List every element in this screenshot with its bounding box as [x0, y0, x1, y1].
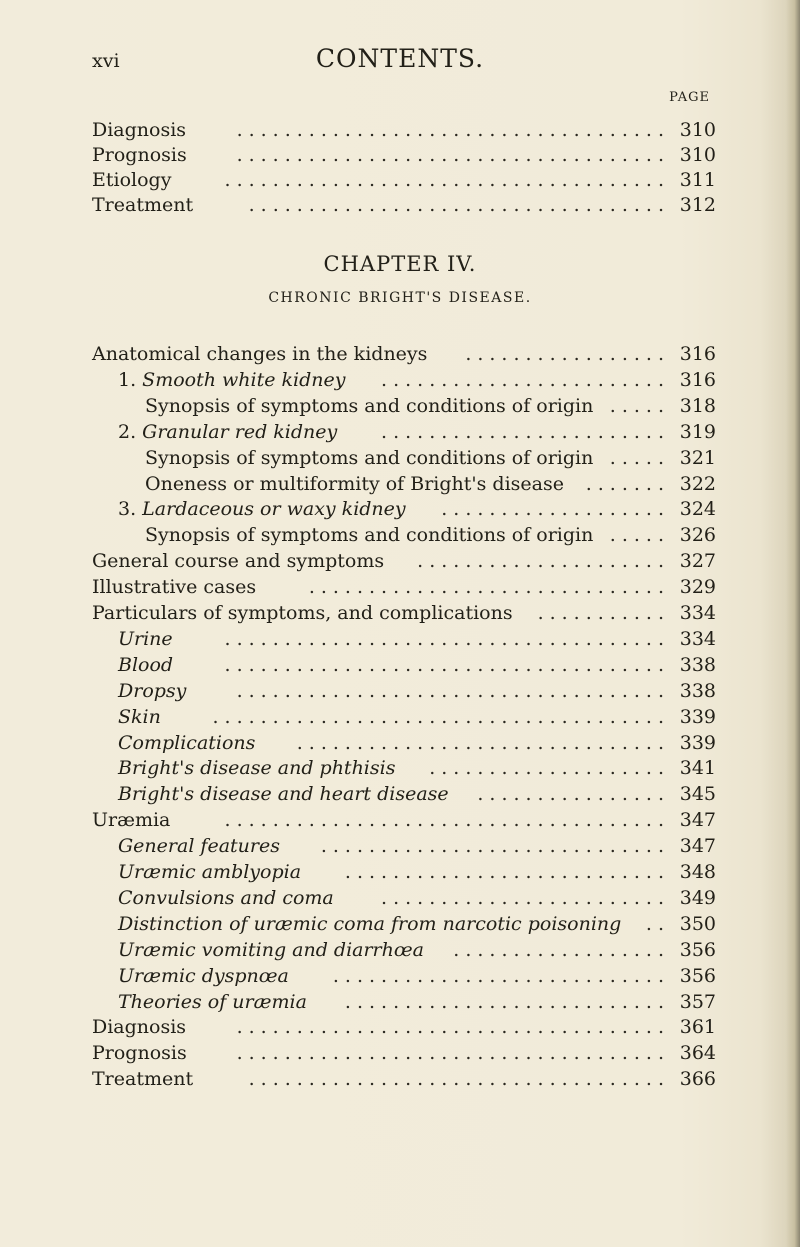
leader-dots: ..... [609, 524, 670, 547]
leader-dots: .................. [453, 938, 670, 961]
contents-entry [0, 627, 800, 651]
entry-page-number: 318 [679, 394, 716, 417]
leader-dots: ............................ [332, 964, 670, 987]
contents-entry [0, 446, 800, 470]
entry-page-number: 338 [679, 653, 716, 676]
entry-label: Urine [118, 627, 173, 650]
contents-entry [0, 912, 800, 936]
leader-dots: ........... [537, 602, 670, 624]
contents-entry [0, 756, 800, 780]
entry-page-number: 341 [679, 757, 716, 780]
contents-entry [0, 497, 800, 521]
entry-label: Synopsis of symptoms and conditions of origin [145, 394, 594, 417]
contents-entry [0, 549, 800, 573]
entry-page-number: 312 [679, 194, 716, 216]
entry-page-number: 347 [679, 809, 716, 832]
entry-page-number: 329 [679, 576, 716, 599]
entry-page-number: 322 [679, 472, 716, 495]
entry-label: Uræmic dyspnœa [118, 964, 289, 987]
entry-page-number: 310 [679, 119, 716, 141]
entry-label: Particulars of symptoms, and complications [92, 602, 513, 624]
entry-label: Synopsis of symptoms and conditions of origin [145, 446, 594, 469]
contents-entry [0, 808, 800, 832]
leader-dots: ...................................... [212, 705, 670, 728]
entry-page-number: 347 [679, 835, 716, 858]
contents-entry [0, 938, 800, 962]
entry-label: Oneness or multiformity of Bright's disease [145, 472, 564, 495]
contents-entry [0, 342, 800, 366]
running-title: CONTENTS. [315, 44, 485, 73]
entry-page-number: 316 [679, 368, 716, 391]
contents-entry [0, 731, 800, 755]
entry-page-number: 348 [679, 861, 716, 883]
leader-dots: .. [645, 912, 670, 935]
leader-dots: ........................ [381, 368, 670, 391]
entry-page-number: 339 [679, 731, 716, 754]
entry-label: Prognosis [92, 144, 187, 166]
leader-dots: ............................. [320, 835, 670, 858]
entry-page-number: 356 [679, 964, 716, 987]
chapter-subtitle: CHRONIC BRIGHT'S DISEASE. [268, 290, 532, 306]
leader-dots: ..................................... [224, 627, 670, 650]
leader-dots: .................................... [236, 119, 670, 141]
entry-label: Illustrative cases [92, 576, 257, 599]
entry-label: Diagnosis [92, 1016, 187, 1039]
entry-page-number: 366 [679, 1068, 716, 1091]
entry-label: Treatment [92, 1068, 194, 1091]
page-column-label: PAGE [669, 90, 710, 105]
contents-entry [0, 523, 800, 547]
entry-label: Etiology [92, 169, 172, 191]
entry-page-number: 311 [679, 169, 716, 191]
entry-label: Distinction of uræmic coma from narcotic poisoning [118, 912, 622, 935]
contents-entry [0, 679, 800, 703]
page-folio: xvi [92, 50, 120, 72]
entry-page-number: 338 [679, 679, 716, 702]
contents-entry [0, 420, 800, 444]
leader-dots: .................................... [236, 144, 670, 166]
contents-entry [0, 653, 800, 677]
contents-entry [0, 1015, 800, 1039]
entry-page-number: 326 [679, 524, 716, 547]
leader-dots: .................................... [236, 679, 670, 702]
entry-page-number: 357 [679, 990, 716, 1013]
entry-label: Theories of uræmia [118, 990, 307, 1013]
contents-entry [0, 394, 800, 418]
entry-page-number: 321 [679, 446, 716, 469]
entry-page-number: 356 [679, 938, 716, 961]
entry-label: Synopsis of symptoms and conditions of origin [145, 524, 594, 547]
entry-label: Anatomical changes in the kidneys [92, 343, 428, 365]
leader-dots: .................................... [236, 1016, 670, 1039]
entry-label: General course and symptoms [92, 550, 385, 573]
contents-entry [0, 368, 800, 392]
leader-dots: ........................... [344, 990, 670, 1013]
leader-dots: ................ [477, 783, 670, 806]
contents-entry [0, 782, 800, 806]
contents-entry [0, 143, 800, 167]
leader-dots: .............................. [308, 576, 670, 599]
contents-entry [0, 705, 800, 729]
entry-page-number: 350 [679, 912, 716, 935]
leader-dots: ................... [441, 498, 670, 521]
leader-dots: ................................... [248, 194, 670, 216]
entry-page-number: 319 [679, 420, 716, 443]
leader-dots: ........................ [381, 420, 670, 443]
entry-page-number: 324 [679, 498, 716, 521]
contents-entry [0, 1067, 800, 1091]
leader-dots: ........................ [381, 886, 670, 909]
entry-label: Complications [118, 731, 256, 754]
contents-entry [0, 168, 800, 192]
entry-page-number: 310 [679, 144, 716, 166]
entry-label: Treatment [92, 194, 194, 216]
contents-entry [0, 1041, 800, 1065]
entry-page-number: 327 [679, 550, 716, 573]
contents-entry [0, 193, 800, 217]
entry-label: Skin [118, 705, 161, 728]
leader-dots: ..................................... [224, 653, 670, 676]
leader-dots: ............................... [296, 731, 670, 754]
entry-page-number: 361 [679, 1016, 716, 1039]
page-header [0, 44, 800, 74]
contents-entry [0, 860, 800, 884]
contents-entry [0, 118, 800, 142]
leader-dots: ..................................... [224, 169, 670, 191]
entry-label: Blood [118, 653, 174, 676]
entry-page-number: 349 [679, 886, 716, 909]
leader-dots: ........................... [344, 861, 670, 883]
contents-entry [0, 990, 800, 1014]
entry-page-number: 345 [679, 783, 716, 806]
entry-label: Convulsions and coma [118, 886, 334, 909]
contents-entry [0, 575, 800, 599]
entry-label: 3. Lardaceous or waxy kidney [118, 498, 406, 521]
contents-entry [0, 886, 800, 910]
entry-page-number: 364 [679, 1042, 716, 1065]
entry-label: Uræmic amblyopia [118, 861, 302, 883]
contents-entry [0, 964, 800, 988]
entry-label: Uræmic vomiting and diarrhœa [118, 938, 424, 961]
entry-label: Diagnosis [92, 119, 187, 141]
chapter-heading: CHAPTER IV. [323, 252, 477, 276]
leader-dots: ................................... [248, 1068, 670, 1091]
leader-dots: ..... [609, 446, 670, 469]
leader-dots: ..................... [417, 550, 670, 573]
leader-dots: ....... [585, 472, 670, 495]
contents-entry [0, 472, 800, 496]
entry-label: Bright's disease and phthisis [118, 757, 396, 780]
entry-page-number: 334 [679, 602, 716, 624]
entry-label: Dropsy [118, 679, 187, 702]
entry-page-number: 316 [679, 343, 716, 365]
contents-entry [0, 601, 800, 625]
entry-label: Prognosis [92, 1042, 187, 1065]
leader-dots: ..... [609, 394, 670, 417]
leader-dots: .................... [429, 757, 670, 780]
entry-label: 1. Smooth white kidney [118, 368, 346, 391]
leader-dots: ................. [465, 343, 670, 365]
entry-label: Bright's disease and heart disease [118, 783, 449, 806]
entry-label: Uræmia [92, 809, 171, 832]
contents-entry [0, 834, 800, 858]
entry-label: 2. Granular red kidney [118, 420, 338, 443]
entry-page-number: 334 [679, 627, 716, 650]
entry-label: General features [118, 835, 280, 858]
entry-page-number: 339 [679, 705, 716, 728]
leader-dots: ..................................... [224, 809, 670, 832]
leader-dots: .................................... [236, 1042, 670, 1065]
